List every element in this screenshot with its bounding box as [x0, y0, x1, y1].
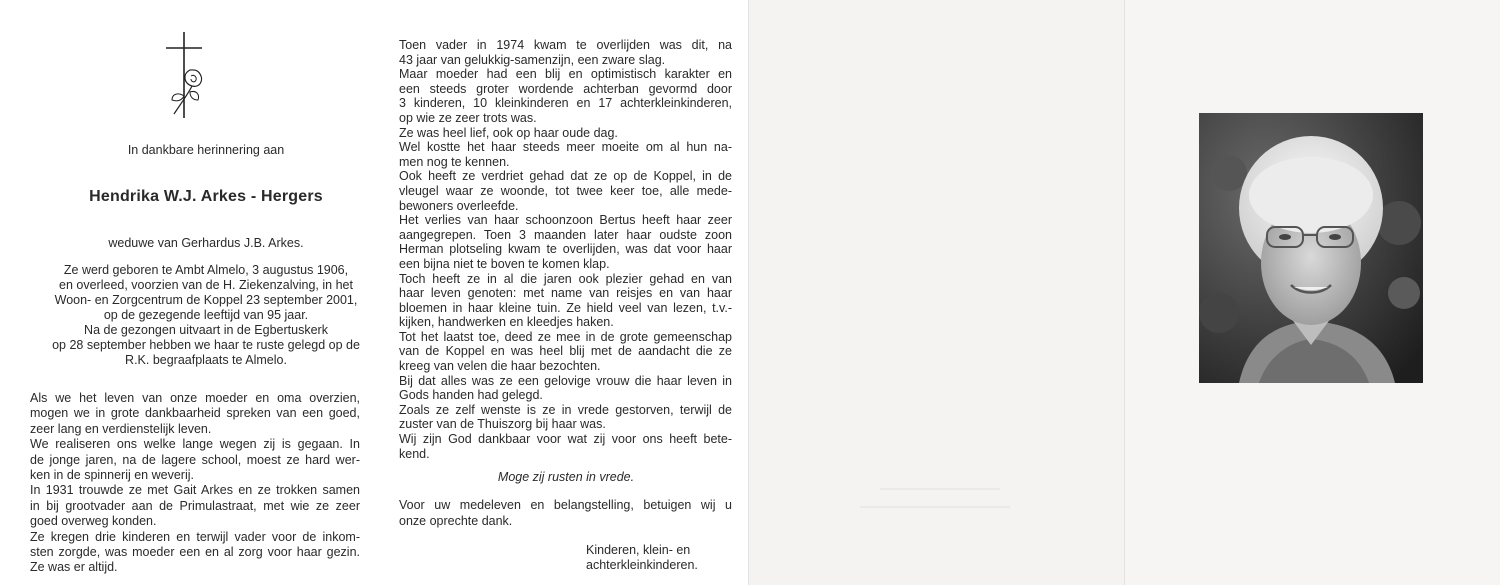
signature	[586, 543, 698, 573]
bleed-through-mark	[880, 488, 1000, 490]
text-line: op wie ze zeer trots was.	[399, 110, 537, 125]
text-line: Herman plotseling kwam te overlijden, was dat voor haar	[399, 242, 732, 257]
text-line: Zoals ze zelf wenste is ze in vrede gestorven, terwijl de	[399, 402, 732, 417]
text-line: kijken, handwerken en kleedjes haken.	[399, 315, 614, 330]
text-line: haar leven genoten: met name van reisjes en van haar	[399, 286, 732, 301]
bio-line: en overleed, voorzien van de H. Ziekenzalving, in het	[59, 278, 353, 292]
text-line: kend.	[399, 446, 430, 461]
text-line: de jonge jaren, na de lagere school, moest ze hard wer-	[30, 452, 360, 467]
thanks-block	[399, 498, 732, 529]
text-line: Ook heeft ze verdriet gehad dat ze op de Koppel, in de	[399, 169, 732, 184]
text-line: ken in de spinnerij en weverij.	[30, 468, 194, 483]
text-line: Ze was er altijd.	[30, 560, 118, 575]
text-line: mogen we in grote dankbaarheid spreken van een goed,	[30, 406, 360, 421]
text-line: Gods handen had gelegd.	[399, 388, 543, 403]
text-line: Het verlies van haar schoonzoon Bertus heeft haar zeer	[399, 213, 732, 228]
text-line: zuster van de Thuiszorg bij haar was.	[399, 417, 606, 432]
text-line: We realiseren ons welke lange wegen zij is gegaan. In	[30, 437, 360, 452]
fold-line	[748, 0, 749, 585]
widow-line: weduwe van Gerhardus J.B. Arkes.	[108, 236, 304, 250]
life-text-right	[399, 38, 732, 461]
bio-line: op 28 september hebben we haar te ruste gelegd op de	[52, 338, 360, 352]
signature-line: achterkleinkinderen.	[586, 558, 698, 572]
text-line: Toch heeft ze in al die jaren ook plezier gehad en van	[399, 271, 732, 286]
text-line: Voor uw medeleven en belangstelling, betuigen wij u	[399, 498, 732, 512]
text-line: vleugel waar ze woonde, tot twee keer toe, alle mede-	[399, 183, 732, 198]
text-line: een steeds groter wordende achterban gevormd door	[399, 81, 732, 96]
deceased-name: Hendrika W.J. Arkes - Hergers	[89, 188, 323, 205]
card-back	[748, 0, 1124, 585]
text-line: Ze was heel lief, ook op haar oude dag.	[399, 125, 618, 140]
text-line: bewoners overleefde.	[399, 198, 519, 213]
portrait-photo	[1199, 113, 1423, 383]
text-line: Als we het leven van onze moeder en oma overzien,	[30, 391, 360, 405]
text-line: zeer lang en verdienstelijk leven.	[30, 421, 212, 436]
text-line: bloemen in haar kleine tuin. Ze hield veel van lezen, t.v.-	[399, 300, 732, 315]
text-line: Ze kregen drie kinderen en terwijl vader voor de inkom-	[30, 529, 360, 544]
fold-line	[1124, 0, 1125, 585]
text-line: Bij dat alles was ze een gelovige vrouw die haar leven in	[399, 373, 732, 388]
bleed-through-mark	[860, 506, 1010, 508]
biography-block	[0, 263, 412, 368]
text-line: 3 kinderen, 10 kleinkinderen en 17 achterkleinkinderen,	[399, 96, 732, 111]
text-line: onze oprechte dank.	[399, 513, 513, 528]
text-line: Wij zijn God dankbaar voor wat zij voor ons heeft bete-	[399, 432, 732, 447]
rest-in-peace: Moge zij rusten in vrede.	[497, 470, 635, 484]
text-line: In 1931 trouwde ze met Gait Arkes en ze trokken samen	[30, 483, 360, 498]
bio-line: Woon- en Zorgcentrum de Koppel 23 september 2001,	[54, 293, 358, 307]
text-line: aangegrepen. Toen 3 maanden later haar oudste zoon	[399, 227, 732, 242]
text-line: van de Koppel en was heel blij met de aandacht die ze	[399, 344, 732, 359]
bio-line: R.K. begraafplaats te Almelo.	[125, 353, 287, 367]
text-line: men nog te kennen.	[399, 154, 510, 169]
signature-line: Kinderen, klein- en	[586, 543, 691, 557]
text-line: Wel kostte het haar steeds meer moeite om al hun na-	[399, 140, 732, 155]
text-line: Tot het laatst toe, deed ze mee in de grote gemeenschap	[399, 329, 732, 344]
text-line: sten zorgde, was moeder een en al zorg voor haar gezin.	[30, 545, 360, 560]
text-line: 43 jaar van gelukkig-samenzijn, een zware slag.	[399, 52, 666, 67]
text-line: Maar moeder had een blij en optimistisch karakter en	[399, 67, 732, 82]
bio-line: op de gezegende leeftijd van 95 jaar.	[103, 308, 309, 322]
text-line: een bijna niet te boven te komen klap.	[399, 256, 610, 271]
text-line: Toen vader in 1974 kwam te overlijden was dit, na	[399, 38, 732, 52]
text-line: goed overweg konden.	[30, 514, 157, 529]
cross-with-rose-icon	[160, 30, 210, 122]
intro-text: In dankbare herinnering aan	[127, 143, 285, 157]
text-line: kreeg van velen die haar bezochten.	[399, 359, 601, 374]
life-text-left	[30, 391, 360, 576]
bio-line: Na de gezongen uitvaart in de Egbertuskerk	[84, 323, 328, 337]
bio-line: Ze werd geboren te Ambt Almelo, 3 augustus 1906,	[63, 263, 349, 277]
text-line: in bij grootvader aan de Primulastraat, met wie ze zeer	[30, 498, 360, 513]
